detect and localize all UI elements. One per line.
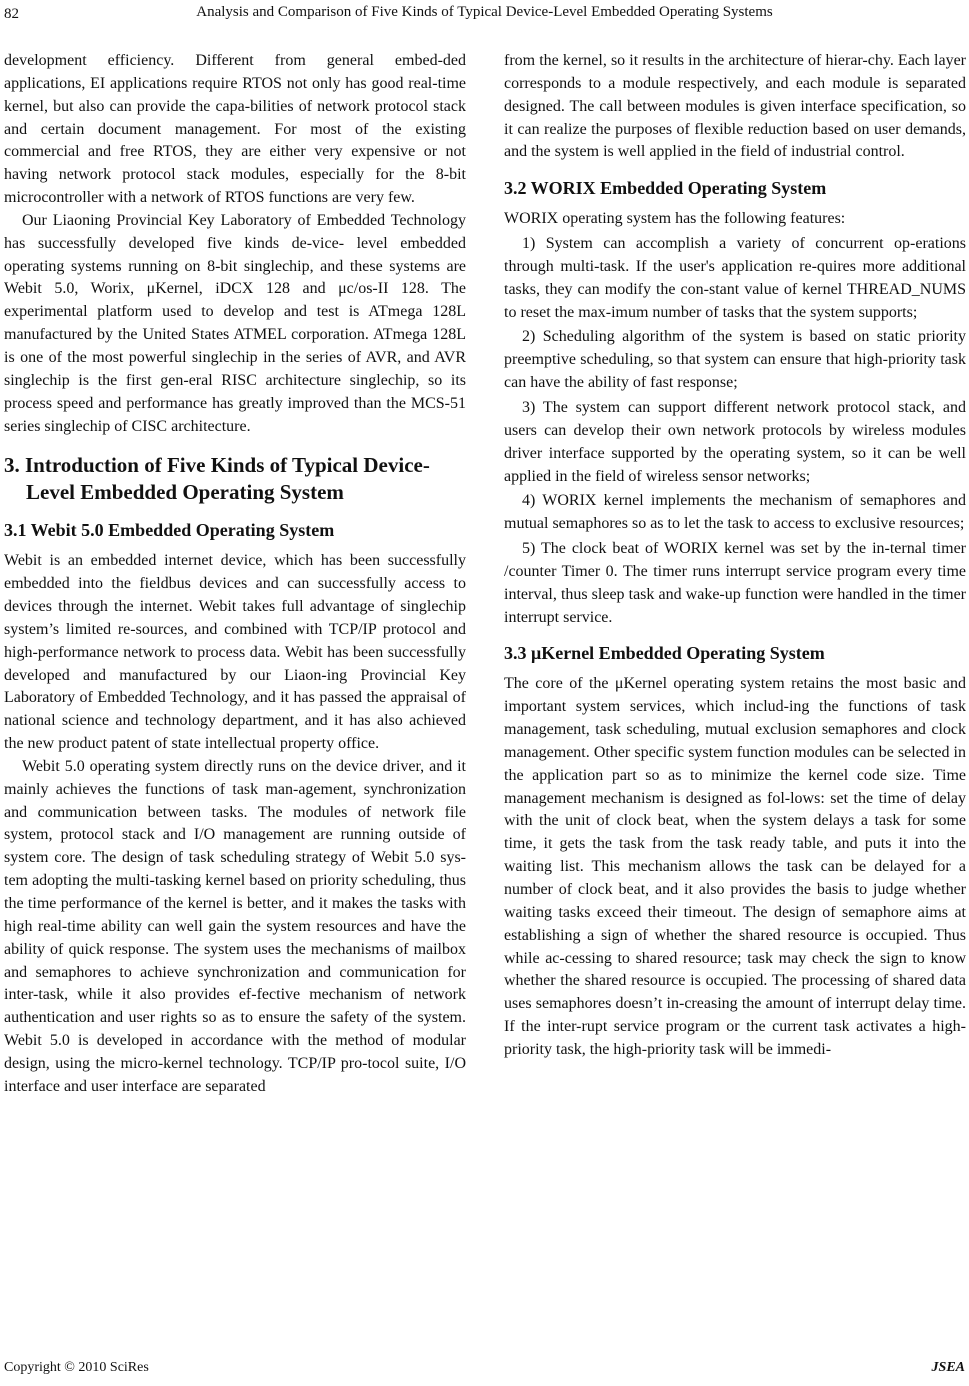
paragraph: WORIX operating system has the following features:	[504, 210, 846, 228]
journal-abbrev: JSEA	[931, 1360, 965, 1375]
paragraph: Our Liaoning Provincial Key Laboratory of Embedded Technology has successfully developed five kinds de-vice- level embedded operating systems running on 8-bit singlechip, and these systems are Webit 5.0, Worix, μKernel, iDCX 128 and μc/os-II 128. The experimental platform used to develop and test is ATmega 128L manufactured by the United States ATMEL corporation. ATmega 128L is one of the most powerful singlechip in the series of AVR, and AVR singlechip is the first gen-eral RISC architecture singlechip, so its process speed and performance has greatly improved than the MCS-51 series singlechip of CISC architecture.	[4, 211, 466, 435]
left-column	[4, 50, 466, 1099]
list-item: 2) Scheduling algorithm of the system is based on static priority preemptive scheduling, so that system can ensure that high-priority task can have the ability of fast response;	[504, 328, 966, 392]
list-item: 1) System can accomplish a variety of concurrent op-erations through multi-task. If the user's application re-quires more additional tasks, they can modify the con-stant value of kernel THREAD_NUMS to reset the max-imum number of tasks that the system supports;	[504, 235, 966, 321]
paragraph: Webit is an embedded internet device, which has been successfully embedded into the fieldbus devices and can successfully access to devices through the internet. Webit takes full advantage of singlechip system’s limited re-sources, and combined with TCP/IP protocol and high-performance network to process data. Webit has been successfully developed and manufactured by our Liaon-ing Provincial Key Laboratory of Embedded Technology, and it has passed the appraisal of national science and technology department, and it has also achieved the new product patent of state intellectual property office.	[4, 552, 466, 753]
list-item: 4) WORIX kernel implements the mechanism of semaphores and mutual semaphores so as to let the task to access to exclusive resources;	[504, 492, 966, 533]
subsection-heading: 3.2 WORIX Embedded Operating System	[504, 178, 827, 199]
paragraph: Webit 5.0 operating system directly runs on the device driver, and it mainly achieves the functions of task man-agement, synchronization and communication between tasks. The modules of network file system, protocol stack and I/O management are running outside of system core. The design of task scheduling strategy of Webit 5.0 sys-tem adopting the multi-tasking kernel based on priority scheduling, thus the time performance of the kernel is better, and it makes the tasks with high real-time ability can well gain the system resources and have the ability of quick response. The system uses the mechanisms of mailbox and semaphores to achieve synchronization and communication for inter-task, while it also provides ef-fective mechanism of network authentication and user rights so as to ensure the safety of the system. Webit 5.0 is developed in accordance with the method of modular design, using the micro-kernel technology. TCP/IP pro-tocol suite, I/O interface and user interface are separated	[4, 757, 466, 1095]
list-item: 3) The system can support different network protocol stack, and users can develop their own network protocols by wireless modules driver interface supported by the operating system, so it can be well applied in the field of wireless sensor networks;	[504, 398, 966, 485]
page-number: 82	[4, 6, 19, 22]
paragraph: from the kernel, so it results in the architecture of hierar-chy. Each layer corresponds to a module respectively, and each module is separated designed. The call between modules is given interface specification, so it can realize the purposes of flexible reduction based on user demands, and the system is well applied in the field of industrial control.	[504, 52, 966, 161]
running-head	[0, 0, 969, 30]
paragraph: development efficiency. Different from general embed-ded applications, EI applications require RTOS not only has good real-time kernel, but also can provide the capa-bilities of network protocol stack and certain document management. For most of the existing commercial and free RTOS, they are either very expensive or not having network protocol stack modules, especially for the 8-bit microcontroller with a network of RTOS functions are very few.	[4, 52, 466, 207]
running-title: Analysis and Comparison of Five Kinds of Typical Device-Level Embedded Operating Systems	[196, 4, 773, 20]
subsection-heading: 3.1 Webit 5.0 Embedded Operating System	[4, 520, 335, 541]
section-heading: 3. Introduction of Five Kinds of Typical Device-Level Embedded Operating System	[4, 453, 430, 505]
copyright-notice: Copyright © 2010 SciRes	[4, 1360, 149, 1375]
page-footer	[4, 1360, 965, 1382]
paragraph: The core of the μKernel operating system retains the most basic and important system services, which includ-ing the functions of task management, task scheduling, mutual exclusion semaphores and clock management. Other specific system function modules can be selected in the application part so as to minimize the kernel code size. Time management mechanism is designed as fol-lows: set the time of delay with the unit of clock beat, when the system delays a task for some time, it gets the task from the task ready table, and puts it into the waiting list. This mechanism allows the task can be delayed for a number of clock beat, and it also provides the basis to judge whether waiting tasks exceed their timeout. The design of semaphore aims at establishing a sign of whether the shared resource is occupied. Thus while ac-cessing to shared resource; task may check the sign to know whether the shared resource is occupied. The processing of shared data uses semaphores doesn’t in-creasing the amount of interrupt delay time. If the inter-rupt service program or the current task activates a high-priority task, the high-priority task will be immedi-	[504, 675, 966, 1058]
subsection-heading: 3.3 μKernel Embedded Operating System	[504, 643, 825, 664]
right-column	[504, 50, 966, 1062]
list-item: 5) The clock beat of WORIX kernel was set by the in-ternal timer /counter Timer 0. The timer runs interrupt service program every time interval, thus sleep task and wake-up function were handled in the timer interrupt service.	[504, 540, 966, 626]
